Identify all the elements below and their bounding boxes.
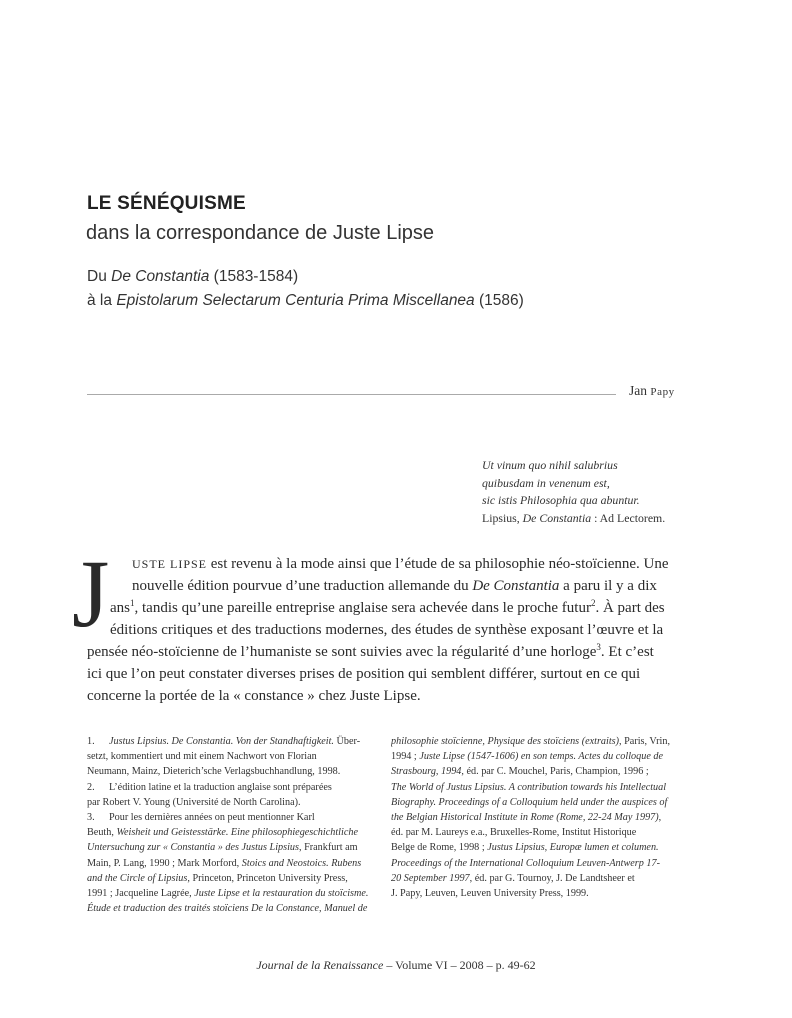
body-line [132,578,657,595]
footnotes-right-column [391,734,684,901]
footnote-ref[interactable]: 1 [130,598,135,608]
footnote-number: 2. [87,781,95,793]
subtitle-line-1-dates: (1583-1584) [209,268,299,285]
footnote-text: , éd. par G. Tournoy, J. De Landtsheer et [469,872,635,884]
subtitle-line-2-work: Epistolarum Selectarum Centuria Prima Miscellanea [116,292,475,309]
footnote-text: L’édition latine et la traduction anglaise sont préparées [109,781,332,793]
footnote-line: par Robert V. Young (Université de North Carolina). [87,796,301,808]
epigraph [482,457,665,527]
footnote-line [391,871,684,886]
footnote-line: Proceedings of the International Colloquium Leuven-Antwerp 17- [391,857,660,869]
article-title: LE SÉNÉQUISME [87,193,246,214]
author-name [629,383,675,399]
footnote-line: Biography. Proceedings of a Colloquium held under the auspices of [391,796,668,808]
body-smallcaps: USTE LIPSE [132,557,208,571]
body-line: concerne la portée de la « constance » chez Juste Lipse. [87,688,421,704]
footnote-italic: Untersuchung zur « Constantia » des Justus Lipsius [87,842,299,854]
footnote-line [391,734,684,749]
subtitle-line-1-prefix: Du [87,268,112,285]
footnote-italic: Justus Lipsius. De Constantia. Von der Standhaftigkeit. [109,736,334,747]
body-text: . Et c’est [600,644,654,660]
footnote-line [87,856,380,871]
footnote-italic: Juste Lipse (1547-1606) en son temps. Actes du colloque de [419,751,664,763]
subtitle-line-1 [87,268,298,286]
issue-info: – Volume VI – 2008 – p. 49-62 [383,958,536,972]
body-italic: De Constantia [472,578,560,594]
body-text: ans [110,600,130,616]
body-line [110,600,665,617]
body-text: . À part des [595,600,665,616]
footnote-text: Pour les dernières années on peut mentionner Karl [109,812,315,824]
footnote-italic: Stoics and Neostoics. Rubens [241,857,362,869]
author-first-name: Jan [629,383,647,398]
footnote-number: 3. [87,812,95,824]
footnote-ref[interactable]: 3 [596,642,601,652]
footnote-number: 1. [87,736,95,747]
footnote-text: , [658,812,662,824]
footnote-text: , Princeton, Princeton University Press, [187,872,348,884]
epigraph-attrib-section: : Ad Lectorem. [591,510,666,525]
epigraph-attrib-author: Lipsius, [482,510,523,525]
footnote-italic: Weisheit und Geistesstärke. Eine philosophiegeschichtliche [116,827,358,839]
footnote-text: Beuth, [87,827,117,839]
footnote-line [87,734,380,749]
footnote-line [391,749,684,764]
body-text: est revenu à la mode ainsi que l’étude de sa philosophie néo-stoïcienne. Une [207,556,669,572]
footnote-text: Über- [333,736,361,747]
footnote-line: Étude et traduction des traités stoïciens De la Constance, Manuel de [87,903,368,915]
footnote-text: , éd. par C. Mouchel, Paris, Champion, 1996 ; [461,766,649,778]
footnote-line: Neumann, Mainz, Dieterich’sche Verlagsbuchhandlung, 1998. [87,766,341,778]
subtitle-line-2-prefix: à la [87,292,117,309]
footnote-line [391,840,684,855]
body-text: nouvelle édition pourvue d’une traduction allemande du [132,578,473,594]
footnote-line [391,810,684,825]
footnote-italic: Strasbourg, 1994 [391,766,462,778]
footnote-line: J. Papy, Leuven, Leuven University Press, 1999. [391,888,589,900]
subtitle-line-1-work: De Constantia [111,268,210,285]
footnote-text: 1991 ; Jacqueline Lagrée, [87,888,195,900]
footnote-line [87,840,380,855]
body-text: pensée néo-stoïcienne de l’humaniste se sont suivies avec la régularité d’une horloge [87,644,597,660]
subtitle-line-2 [87,292,524,310]
footnote-line [87,871,380,886]
article-subtitle: dans la correspondance de Juste Lipse [86,222,435,244]
footnote-line [87,886,380,901]
footnote-italic: the Belgian Historical Institute in Rome (Rome, 22-24 May 1997) [391,812,659,824]
epigraph-line: Ut vinum quo nihil salubrius [482,458,618,472]
body-text: , tandis qu’une pareille entreprise anglaise sera achevée dans le proche futur [134,600,591,616]
body-line: ici que l’on peut constater diverses prises de position qui semblent différer, surtout en ce qui [87,666,641,682]
footnote-italic: philosophie stoïcienne, Physique des stoïciens (extraits) [391,736,620,747]
epigraph-line: sic istis Philosophia qua abuntur. [482,493,640,507]
footnote-line: The World of Justus Lipsius. A contribution towards his Intellectual [391,781,667,793]
footnote-line [87,810,380,825]
journal-name: Journal de la Renaissance [256,958,384,972]
epigraph-line: quibusdam in venenum est, [482,475,610,490]
footnote-text: Main, P. Lang, 1990 ; Mark Morford, [87,857,242,869]
footnote-text: , Paris, Vrin, [619,736,671,747]
footnote-text: , Frankfurt am [298,842,358,854]
footnote-line: setzt, kommentiert und mit einem Nachwort von Florian [87,751,317,763]
footnote-line [87,780,380,795]
footnote-text: 1994 ; [391,751,420,763]
footnote-ref[interactable]: 2 [590,598,596,608]
body-line: éditions critiques et des traductions modernes, des études de synthèse exposant l’œuvre et la [110,622,664,638]
footnote-line [391,764,684,779]
page-footer [0,958,792,973]
footnote-italic: Juste Lipse et la restauration du stoïcisme. [194,888,369,900]
body-line [132,556,681,573]
footnote-italic: and the Circle of Lipsius [87,872,188,884]
body-line [87,644,654,661]
drop-cap: J [72,540,110,647]
footnote-line [87,825,380,840]
footnote-line: éd. par M. Laureys e.a., Bruxelles-Rome, Institut Historique [391,827,637,839]
footnote-text: Belge de Rome, 1998 ; [391,842,488,854]
body-text: a paru il y a dix [559,578,657,594]
title-rule [87,394,616,395]
footnotes-left-column [87,734,380,916]
epigraph-attrib-work: De Constantia [522,510,592,525]
subtitle-line-2-dates: (1586) [474,292,524,309]
author-last-name: Papy [650,386,675,398]
footnote-italic: 20 September 1997 [391,872,470,884]
footnote-italic: Justus Lipsius, Europæ lumen et columen. [487,842,659,854]
epigraph-attribution [482,510,665,528]
